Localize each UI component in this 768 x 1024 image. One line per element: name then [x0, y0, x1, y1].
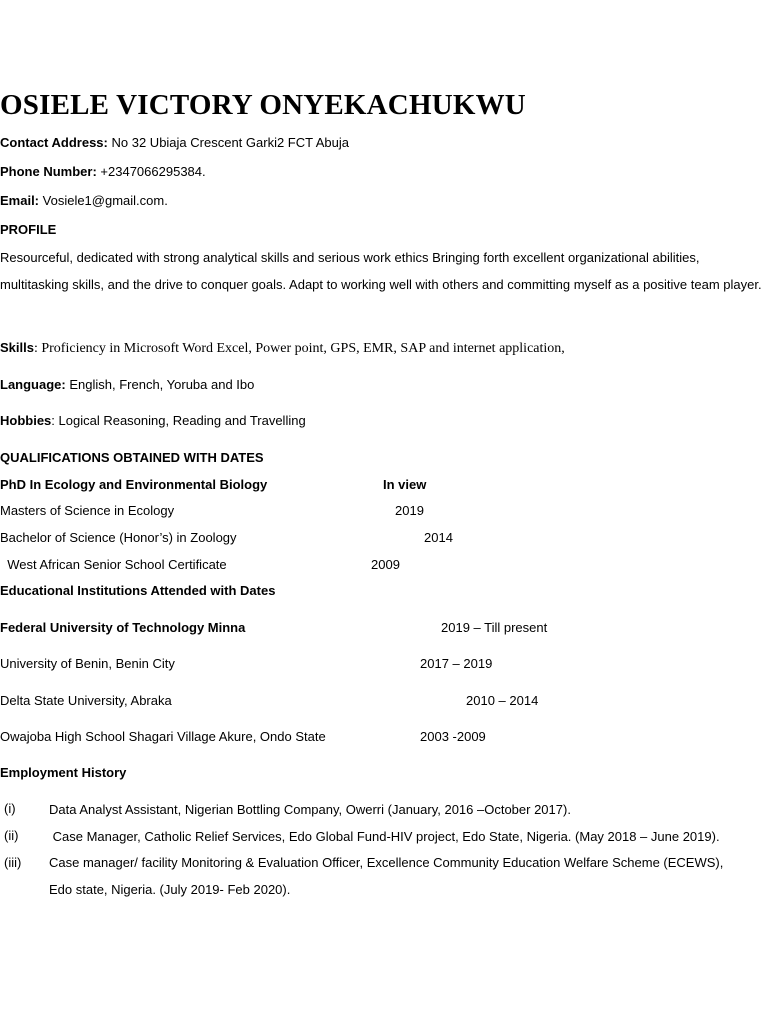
language	[0, 377, 254, 393]
skills-label: Skills	[0, 340, 34, 355]
skills-value: : Proficiency in Microsoft Word Excel, Power point, GPS, EMR, SAP and internet application,	[33, 341, 565, 356]
employment-entry: Case manager/ facility Monitoring & Evaluation Officer, Excellence Community Education Welfare Scheme (ECEWS), Edo state, Nigeria. (July 2019- Feb 2020).	[49, 855, 724, 897]
institution-name: University of Benin, Benin City	[0, 656, 175, 671]
language-value: English, French, Yoruba and Ibo	[69, 377, 255, 392]
education-heading: Educational Institutions Attended with Dates	[0, 583, 276, 598]
profile-text: Resourceful, dedicated with strong analytical skills and serious work ethics Bringing forth excellent organizational abilities, multitasking skills, and the drive to conquer goals. Adapt to working well with others and committing myself as a positive team player.	[0, 250, 762, 292]
qualification-title: Bachelor of Science (Honor’s) in Zoology	[0, 530, 237, 545]
institution-dates: 2010 – 2014	[466, 693, 539, 708]
qualification-title: PhD In Ecology and Environmental Biology	[0, 477, 268, 492]
institution-name: Owajoba High School Shagari Village Akure, Ondo State	[0, 729, 326, 744]
employment-entry: Data Analyst Assistant, Nigerian Bottling Company, Owerri (January, 2016 –October 2017).	[49, 802, 571, 817]
institution-dates: 2017 – 2019	[420, 656, 493, 671]
profile-heading: PROFILE	[0, 222, 57, 237]
qualification-title: Masters of Science in Ecology	[0, 503, 175, 518]
language-label: Language:	[0, 377, 66, 392]
email-label: Email:	[0, 193, 40, 208]
qualification-date: 2014	[424, 530, 453, 545]
qualification-title: West African Senior School Certificate	[0, 557, 227, 572]
contact-address-label: Contact Address:	[0, 135, 108, 150]
skills	[0, 340, 565, 357]
contact-address	[0, 135, 349, 151]
qualification-date: In view	[383, 477, 427, 492]
qualification-date: 2019	[395, 503, 424, 518]
qualifications-heading: QUALIFICATIONS OBTAINED WITH DATES	[0, 450, 264, 465]
email-value: Vosiele1@gmail.com.	[42, 193, 168, 208]
employment-number: (i)	[4, 801, 16, 816]
employment-entry: Case Manager, Catholic Relief Services, Edo Global Fund-HIV project, Edo State, Nigeria. (May 2018 – June 2019).	[49, 829, 720, 844]
phone-label: Phone Number:	[0, 164, 97, 179]
institution-dates: 2003 -2009	[420, 729, 486, 744]
employment-number: (iii)	[4, 855, 22, 870]
hobbies-value: : Logical Reasoning, Reading and Travelling	[51, 413, 306, 428]
employment-heading: Employment History	[0, 765, 127, 780]
employment-number: (ii)	[4, 828, 19, 843]
institution-name: Federal University of Technology Minna	[0, 620, 246, 635]
contact-address-value: No 32 Ubiaja Crescent Garki2 FCT Abuja	[111, 135, 349, 150]
email	[0, 193, 168, 209]
institution-dates: 2019 – Till present	[441, 620, 548, 635]
qualification-date: 2009	[371, 557, 400, 572]
hobbies-label: Hobbies	[0, 413, 52, 428]
phone-value: +2347066295384.	[100, 164, 206, 179]
phone-number	[0, 164, 206, 180]
hobbies	[0, 413, 306, 429]
applicant-name: OSIELE VICTORY ONYEKACHUKWU	[0, 89, 526, 121]
institution-name: Delta State University, Abraka	[0, 693, 172, 708]
